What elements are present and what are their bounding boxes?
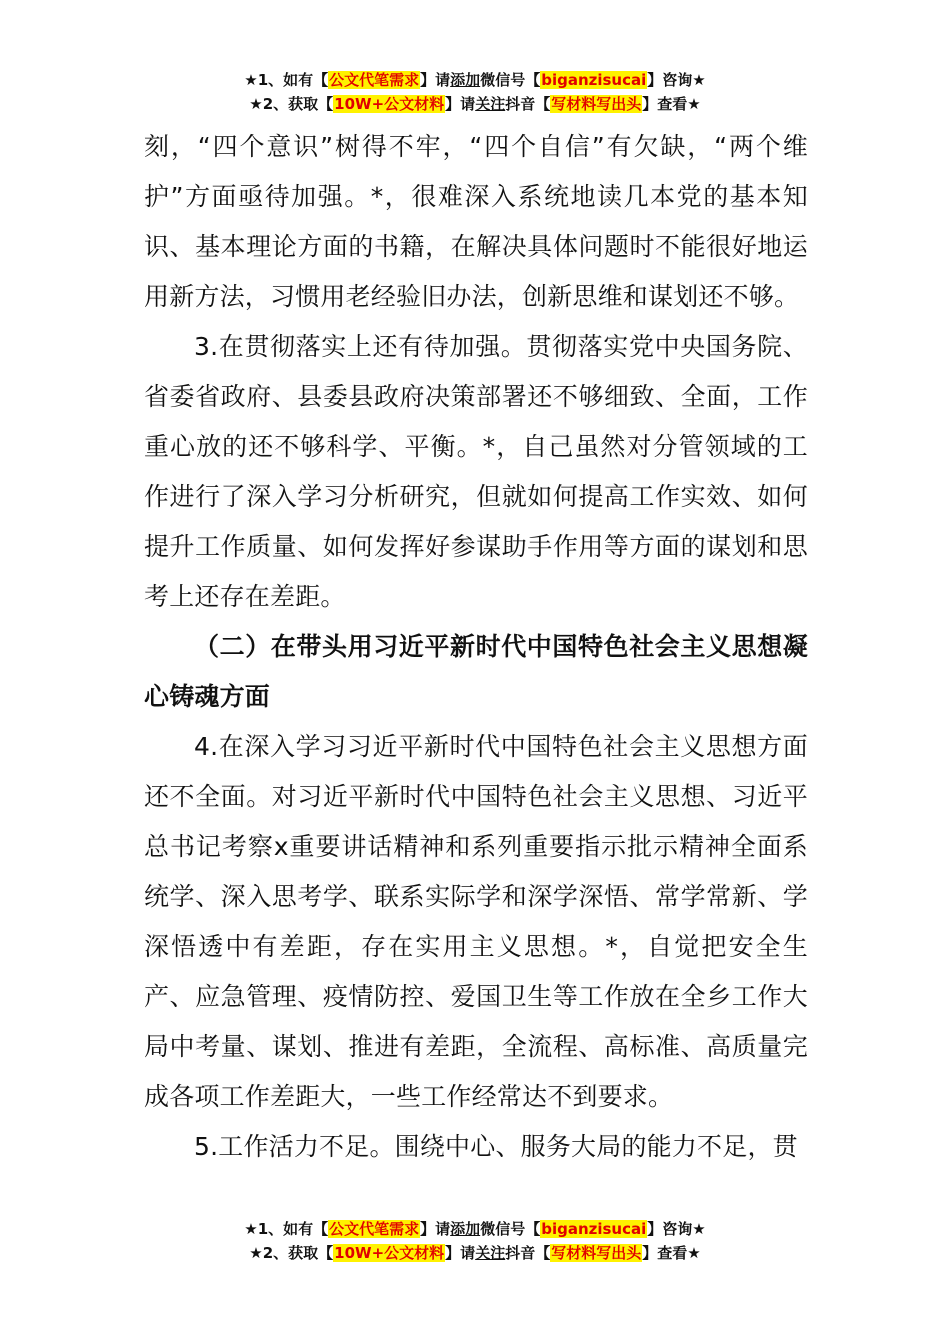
banner-text: 】咨询 <box>647 71 693 89</box>
star-icon: ★ <box>244 71 258 89</box>
banner-text: 微信号【 <box>480 71 541 89</box>
banner-highlight: 10W+公文材料 <box>334 95 445 113</box>
paragraph: 5.工作活力不足。围绕中心、服务大局的能力不足，贯 <box>194 1132 798 1161</box>
banner-text: 1、如有【 <box>257 71 329 89</box>
banner-highlight: 写材料写出头 <box>551 1244 642 1262</box>
banner-text: 2、获取【 <box>262 95 334 113</box>
banner-text: 微信号【 <box>480 1220 541 1238</box>
banner-text: 】请 <box>420 71 451 89</box>
banner-text: 1、如有【 <box>257 1220 329 1238</box>
star-icon: ★ <box>687 95 701 113</box>
banner-line-2 <box>0 1241 950 1265</box>
star-icon: ★ <box>249 1244 263 1262</box>
star-icon: ★ <box>687 1244 701 1262</box>
banner-underline: 关注 <box>475 95 506 113</box>
banner-text: 】请 <box>445 1244 476 1262</box>
banner-text: 】咨询 <box>647 1220 693 1238</box>
banner-text: 抖音【 <box>505 1244 551 1262</box>
star-icon: ★ <box>244 1220 258 1238</box>
banner-underline: 添加 <box>450 1220 481 1238</box>
banner-text: 】请 <box>420 1220 451 1238</box>
header-banner <box>0 68 950 116</box>
star-icon: ★ <box>692 1220 706 1238</box>
banner-text: 】查看 <box>642 1244 688 1262</box>
banner-text: 】请 <box>445 95 476 113</box>
paragraph: 3.在贯彻落实上还有待加强。贯彻落实党中央国务院、省委省政府、县委县政府决策部署还不够细致、全面，工作重心放的还不够科学、平衡。*，自己虽然对分管领域的工作进行了深入学习分析研究，但就如何提高工作实效、如何提升工作质量、如何发挥好参谋助手作用等方面的谋划和思考上还存在差距。 <box>144 332 808 611</box>
banner-highlight: 公文代笔需求 <box>329 71 420 89</box>
document-body <box>144 122 808 1172</box>
banner-highlight: 写材料写出头 <box>551 95 642 113</box>
section-heading: （二）在带头用习近平新时代中国特色社会主义思想凝心铸魂方面 <box>144 632 808 711</box>
banner-line-1 <box>0 68 950 92</box>
banner-highlight: biganzisucai <box>541 71 647 89</box>
banner-text: 2、获取【 <box>262 1244 334 1262</box>
star-icon: ★ <box>692 71 706 89</box>
footer-banner <box>0 1217 950 1265</box>
banner-highlight: biganzisucai <box>541 1220 647 1238</box>
banner-underline: 添加 <box>450 71 481 89</box>
banner-text: 抖音【 <box>505 95 551 113</box>
banner-text: 】查看 <box>642 95 688 113</box>
paragraph: 刻，“四个意识”树得不牢，“四个自信”有欠缺，“两个维护”方面亟待加强。*，很难深入系统地读几本党的基本知识、基本理论方面的书籍，在解决具体问题时不能很好地运用新方法，习惯用老经验旧办法，创新思维和谋划还不够。 <box>144 132 808 311</box>
banner-highlight: 公文代笔需求 <box>329 1220 420 1238</box>
banner-line-2 <box>0 92 950 116</box>
banner-underline: 关注 <box>475 1244 506 1262</box>
star-icon: ★ <box>249 95 263 113</box>
banner-highlight: 10W+公文材料 <box>334 1244 445 1262</box>
paragraph: 4.在深入学习习近平新时代中国特色社会主义思想方面还不全面。对习近平新时代中国特色社会主义思想、习近平总书记考察x重要讲话精神和系列重要指示批示精神全面系统学、深入思考学、联系实际学和深学深悟、常学常新、学深悟透中有差距，存在实用主义思想。*，自觉把安全生产、应急管理、疫情防控、爱国卫生等工作放在全乡工作大局中考量、谋划、推进有差距，全流程、高标准、高质量完成各项工作差距大，一些工作经常达不到要求。 <box>144 732 808 1111</box>
banner-line-1 <box>0 1217 950 1241</box>
